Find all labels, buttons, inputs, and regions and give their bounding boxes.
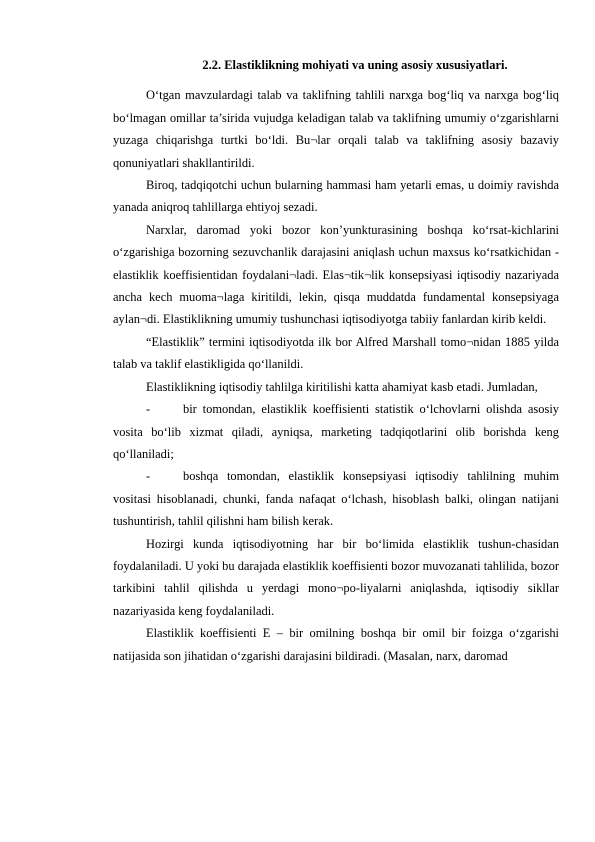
paragraph: Narxlar, daromad yoki bozor kon’yunkturasining boshqa ko‘rsat-kichlarini o‘zgarishiga bozorning sezuvchanlik darajasini aniqlash uchun maxsus ko‘rsatkichidan - elastiklik koeffisientidan foydalani¬ladi. Elas¬tik¬lik konsepsiyasi iqtisodiy nazariyada ancha kech muoma¬laga kiritildi, lekin, qisqa muddatda fundamental konsepsiyaga aylan¬di. Elastiklikning umumiy tushunchasi iqtisodiyotga tabiiy fanlardan kirib keldi. <box>113 222 559 327</box>
list-item <box>113 465 559 532</box>
list-bullet: - <box>146 402 151 417</box>
paragraph: Elastiklik koeffisienti E – bir omilning boshqa bir omil bir foizga o‘zgarishi natijasida son jihatidan o‘zgarishi darajasini bildiradi. (Masalan, narx, daromad <box>113 626 559 663</box>
paragraph: Biroq, tadqiqotchi uchun bularning hammasi ham yetarli emas, u doimiy ravishda yanada aniqroq tahlillarga ehtiyoj sezadi. <box>113 178 559 215</box>
list-item <box>113 398 559 465</box>
paragraph: “Elastiklik” termini iqtisodiyotda ilk bor Alfred Marshall tomo¬nidan 1885 yilda talab va taklif elastikligida qo‘llanildi. <box>113 334 559 372</box>
paragraph: O‘tgan mavzulardagi talab va taklifning tahlili narxga bog‘liq va narxga bog‘liq bo‘lmagan omillar ta’sirida vujudga keladigan talab va taklifning umumiy o‘zgarishlarni yuzaga chiqarishga turtki bo‘ldi. Bu¬lar orqali talab va taklifning asosiy bazaviy qonuniyatlari shakllantirildi. <box>113 88 559 170</box>
paragraph: Elastiklikning iqtisodiy tahlilga kiritilishi katta ahamiyat kasb etadi. Jumladan, <box>146 379 538 394</box>
list-item-text: bir tomondan, elastiklik koeffisienti statistik o‘lchovlarni olishda asosiy vosita bo‘lib xizmat qiladi, ayniqsa, marketing tadqiqotlarini olib borishda keng qo‘llaniladi; <box>113 402 559 461</box>
document-body <box>113 54 559 667</box>
section-title: 2.2. Elastiklikning mohiyati va uning asosiy xususiyatlari. <box>202 58 508 72</box>
list-item-text: boshqa tomondan, elastiklik konsepsiyasi iqtisodiy tahlilning muhim vositasi hisoblanadi, chunki, fanda nafaqat o‘lchash, hisoblash balki, olingan natijani tushuntirish, tahlil qilishni ham bilish kerak. <box>113 469 559 529</box>
paragraph: Hozirgi kunda iqtisodiyotning har bir bo‘limida elastiklik tushun-chasidan foydalaniladi. U yoki bu darajada elastiklik koeffisienti bozor muvozanati tahlilida, bozor tarkibini tahlil qilishda u yerdagi mono¬po-liyalarni aniqlashda, iqtisodiy sikllar nazariyasida keng foydalaniladi. <box>113 536 560 618</box>
list-bullet: - <box>146 469 151 484</box>
